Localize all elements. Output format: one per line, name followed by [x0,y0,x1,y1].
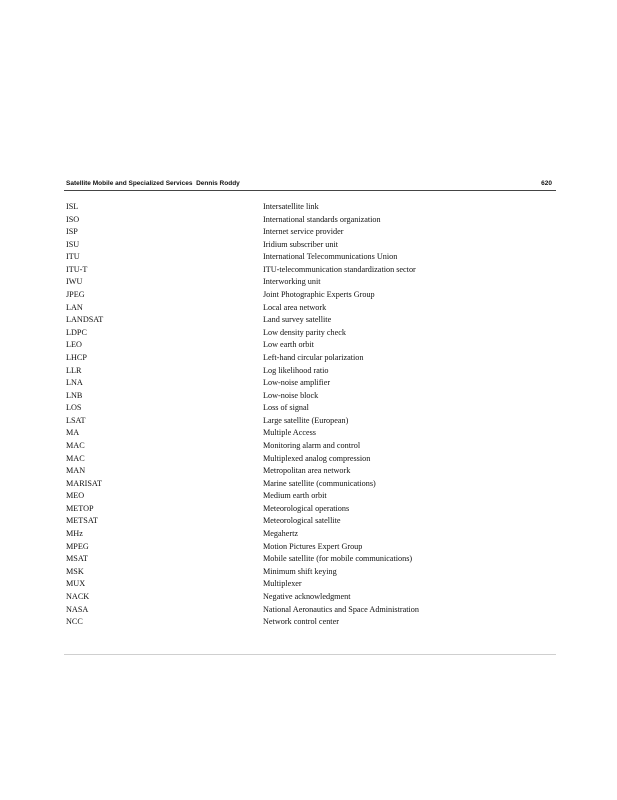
definition: Meteorological operations [263,503,350,513]
abbreviation: MEO [66,491,85,501]
definition: Negative acknowledgment [263,591,351,601]
abbreviation: ISL [66,202,79,211]
list-item [66,365,526,378]
list-item [66,440,526,453]
abbreviation: METOP [66,503,94,513]
list-item [66,214,526,227]
abbreviation: MHz [66,529,83,539]
list-item [66,604,526,617]
definition: Low-noise amplifier [263,378,331,388]
abbreviation: LDPC [66,327,87,337]
definition: Network control center [263,617,339,627]
abbreviation: ITU [66,252,80,262]
footer-rule [64,654,556,655]
list-item [66,453,526,466]
definition: Iridium subscriber unit [263,239,339,249]
header-rule [64,190,556,191]
abbreviation: NACK [66,591,90,601]
list-item [66,276,526,289]
abbreviation: LLR [66,365,82,375]
list-item [66,314,526,327]
list-item [66,427,526,440]
list-item [66,201,526,214]
definition: Megahertz [263,529,299,539]
definition: International standards organization [263,214,381,224]
definition: Low density parity check [263,327,346,337]
definition: Multiplexed analog compression [263,453,371,463]
definition: Multiple Access [263,428,316,438]
list-item [66,226,526,239]
definition: Marine satellite (communications) [263,478,376,488]
list-item [66,553,526,566]
definition: Left-hand circular polarization [263,352,364,362]
abbreviation: MSK [66,566,84,576]
definition: Large satellite (European) [263,415,349,425]
list-item [66,566,526,579]
abbreviation: MAN [66,466,86,476]
definition: Medium earth orbit [263,491,327,501]
definition: National Aeronautics and Space Administration [263,604,419,614]
definition: Joint Photographic Experts Group [263,290,375,300]
abbreviation: MPEG [66,541,89,551]
definition: Loss of signal [263,403,309,413]
list-item [66,302,526,315]
list-item [66,402,526,415]
list-item [66,465,526,478]
abbreviation: MSAT [66,554,88,564]
list-item [66,528,526,541]
list-item [66,541,526,554]
abbreviation: NCC [66,617,83,627]
header-title: Satellite Mobile and Specialized Services Dennis Roddy [66,180,240,187]
definition: Interworking unit [263,277,321,287]
definition: Minimum shift keying [263,566,337,576]
abbreviation: ITU-T [66,264,88,274]
definition: Multiplexer [263,579,302,589]
list-item [66,503,526,516]
list-item [66,591,526,604]
abbreviation: LOS [66,403,82,413]
list-item [66,377,526,390]
abbreviation: MA [66,428,80,438]
definition: Meteorological satellite [263,516,341,526]
abbreviation: LEO [66,340,82,350]
definition: International Telecommunications Union [263,252,398,262]
list-item [66,478,526,491]
abbreviation-list [66,201,526,629]
definition: Land survey satellite [263,315,332,325]
abbreviation: LNA [66,378,83,388]
list-item [66,264,526,277]
abbreviation: LNB [66,390,83,400]
header-author: Dennis Roddy [196,180,240,187]
definition: Mobile satellite (for mobile communications) [263,554,413,564]
list-item [66,352,526,365]
abbreviation: LHCP [66,352,87,362]
page-number: 620 [541,180,552,187]
abbreviation: NASA [66,604,89,614]
list-item [66,339,526,352]
abbreviation: MAC [66,453,85,463]
abbreviation: LANDSAT [66,315,104,325]
abbreviation: JPEG [66,290,85,300]
abbreviation: METSAT [66,516,98,526]
abbreviation: MARISAT [66,478,102,488]
definition: ITU-telecommunication standardization sector [263,264,416,274]
abbreviation: IWU [66,277,83,287]
abbreviation: MUX [66,579,86,589]
definition: Low earth orbit [263,340,314,350]
list-item [66,251,526,264]
list-item [66,390,526,403]
definition: Monitoring alarm and control [263,440,361,450]
abbreviation: LSAT [66,415,86,425]
definition: Local area network [263,302,327,312]
list-item [66,515,526,528]
definition: Intersatellite link [263,202,319,211]
list-item [66,415,526,428]
definition: Log likelihood ratio [263,365,329,375]
definition: Internet service provider [263,227,344,237]
abbreviation: ISO [66,214,80,224]
definition: Motion Pictures Expert Group [263,541,363,551]
list-item [66,490,526,503]
abbreviation: ISP [66,227,78,237]
definition: Low-noise block [263,390,319,400]
list-item [66,289,526,302]
list-item [66,578,526,591]
abbreviation: ISU [66,239,80,249]
list-item [66,239,526,252]
list-item [66,327,526,340]
abbreviation: MAC [66,440,85,450]
abbreviation: LAN [66,302,83,312]
list-item [66,616,526,629]
definition: Metropolitan area network [263,466,351,476]
